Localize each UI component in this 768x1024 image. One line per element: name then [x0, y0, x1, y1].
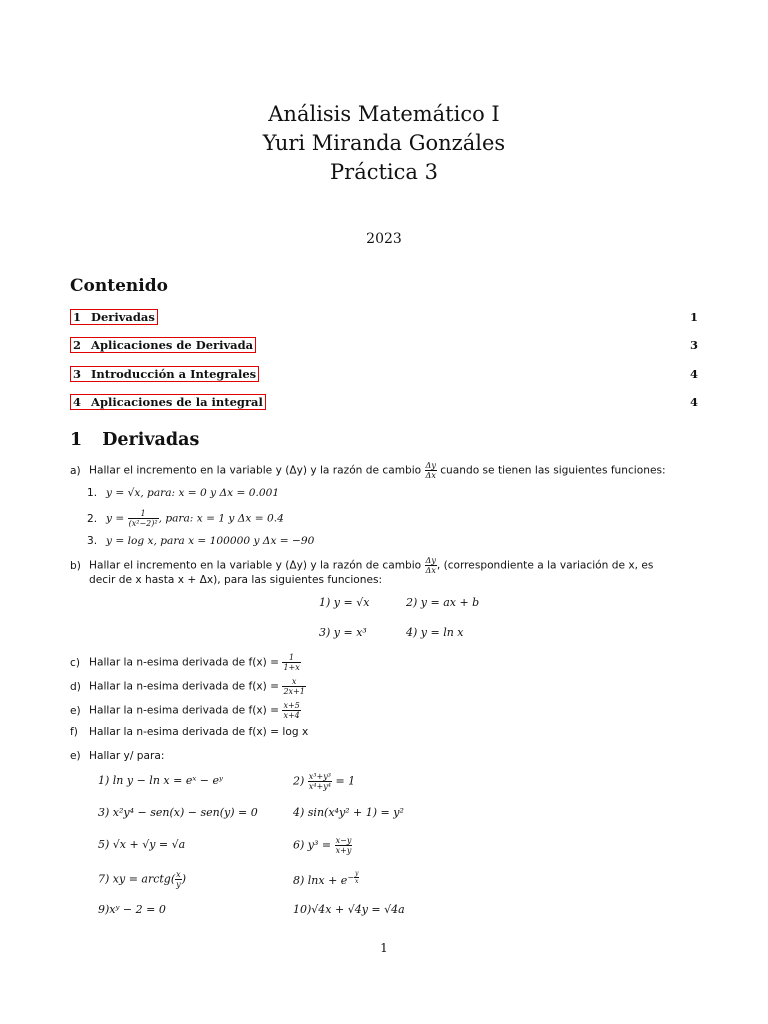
- implicit-eq-7: 7) xy = arctg( $\frac{x}{y}$ ): [98, 870, 186, 889]
- exercise-a-item-2: 2. y = $\frac{1}{\text{(x²−2)²}}$ , para: x = 1 y Δx = 0.4: [87, 509, 284, 528]
- toc-page-number: 1: [689, 310, 698, 324]
- exercise-b-line2: decir de x hasta x + Δx), para las siguientes funciones:: [89, 574, 383, 586]
- exercise-a-item-3: 3. y = log x, para x = 100000 y Δx = −90: [87, 535, 315, 547]
- toc-entry-introduccion-integrales[interactable]: [70, 366, 698, 382]
- toc-link[interactable]: 1 Derivadas: [70, 309, 158, 325]
- toc-page-number: 4: [689, 395, 698, 409]
- exercise-b: b) Hallar el incremento en la variable y (Δy) y la razón de cambio $\frac{\Delta y}{\Delta x}$ , (correspondiente a la variación de x, es: [70, 556, 654, 575]
- exercise-e1: e) Hallar la n-esima derivada de f(x) = $\frac{x+5}{x+4}$: [70, 701, 300, 720]
- implicit-eq-2: 2) $\frac{\text{x³+y³}}{\text{x⁴+y⁴}}$ = 1: [293, 772, 356, 791]
- toc-entry-derivadas[interactable]: [70, 309, 698, 325]
- section-heading: 1 Derivadas: [70, 430, 200, 450]
- exercise-b-eq-4: 4) y = ln x: [406, 626, 464, 639]
- title-course: Análisis Matemático I: [268, 102, 500, 126]
- exercise-d: d) Hallar la n-esima derivada de f(x) = $\frac{x}{2x+1}$: [70, 677, 305, 696]
- toc-link[interactable]: 2 Aplicaciones de Derivada: [70, 337, 256, 353]
- exercise-b-eq-1: 1) y = √x: [319, 596, 370, 609]
- exercise-e2: e) Hallar y/ para:: [70, 750, 165, 762]
- implicit-eq-1: 1) ln y − ln x = eˣ − eʸ: [98, 774, 223, 787]
- exercise-a: a) Hallar el incremento en la variable y (Δy) y la razón de cambio $\frac{\Delta y}{\Delta x}$ cuando se tienen las siguientes funciones:: [70, 461, 666, 480]
- document-title: [0, 100, 768, 187]
- exercise-f: f) Hallar la n-esima derivada de f(x) = log x: [70, 726, 309, 738]
- toc-link[interactable]: 3 Introducción a Integrales: [70, 366, 259, 382]
- title-practice: Práctica 3: [330, 160, 438, 184]
- implicit-eq-9: 9)xʸ − 2 = 0: [98, 903, 166, 916]
- toc-entry-aplicaciones-derivada[interactable]: [70, 337, 698, 353]
- implicit-eq-5: 5) √x + √y = √a: [98, 838, 186, 851]
- document-year: 2023: [366, 231, 402, 247]
- exercise-a-item-1: 1. y = √x, para: x = 0 y Δx = 0.001: [87, 487, 280, 499]
- toc-entry-aplicaciones-integral[interactable]: [70, 394, 698, 410]
- toc-page-number: 3: [689, 338, 698, 352]
- exercise-b-eq-3: 3) y = x³: [319, 626, 367, 639]
- implicit-eq-8: 8) $\ln x + e^{- \frac{y}{x}}$: [293, 870, 359, 888]
- implicit-eq-10: 10)√4x + √4y = √4a: [293, 903, 405, 916]
- title-author: Yuri Miranda Gonzáles: [262, 131, 506, 155]
- implicit-eq-4: 4) sin(x⁴y² + 1) = y²: [293, 806, 404, 819]
- implicit-eq-3: 3) x²y⁴ − sen(x) − sen(y) = 0: [98, 806, 258, 819]
- exercise-c: c) Hallar la n-esima derivada de f(x) = $\frac{1}{1+x}$: [70, 653, 300, 672]
- exercise-b-eq-2: 2) y = ax + b: [406, 596, 480, 609]
- toc-page-number: 4: [689, 367, 698, 381]
- contents-heading: Contenido: [70, 276, 168, 296]
- toc-link[interactable]: 4 Aplicaciones de la integral: [70, 394, 266, 410]
- rate-fraction: $\frac{\Delta y}{\Delta x}$: [425, 461, 436, 480]
- page-number: 1: [380, 941, 388, 955]
- implicit-eq-6: 6) y³ = $\frac{x-y}{x+y}$: [293, 836, 352, 855]
